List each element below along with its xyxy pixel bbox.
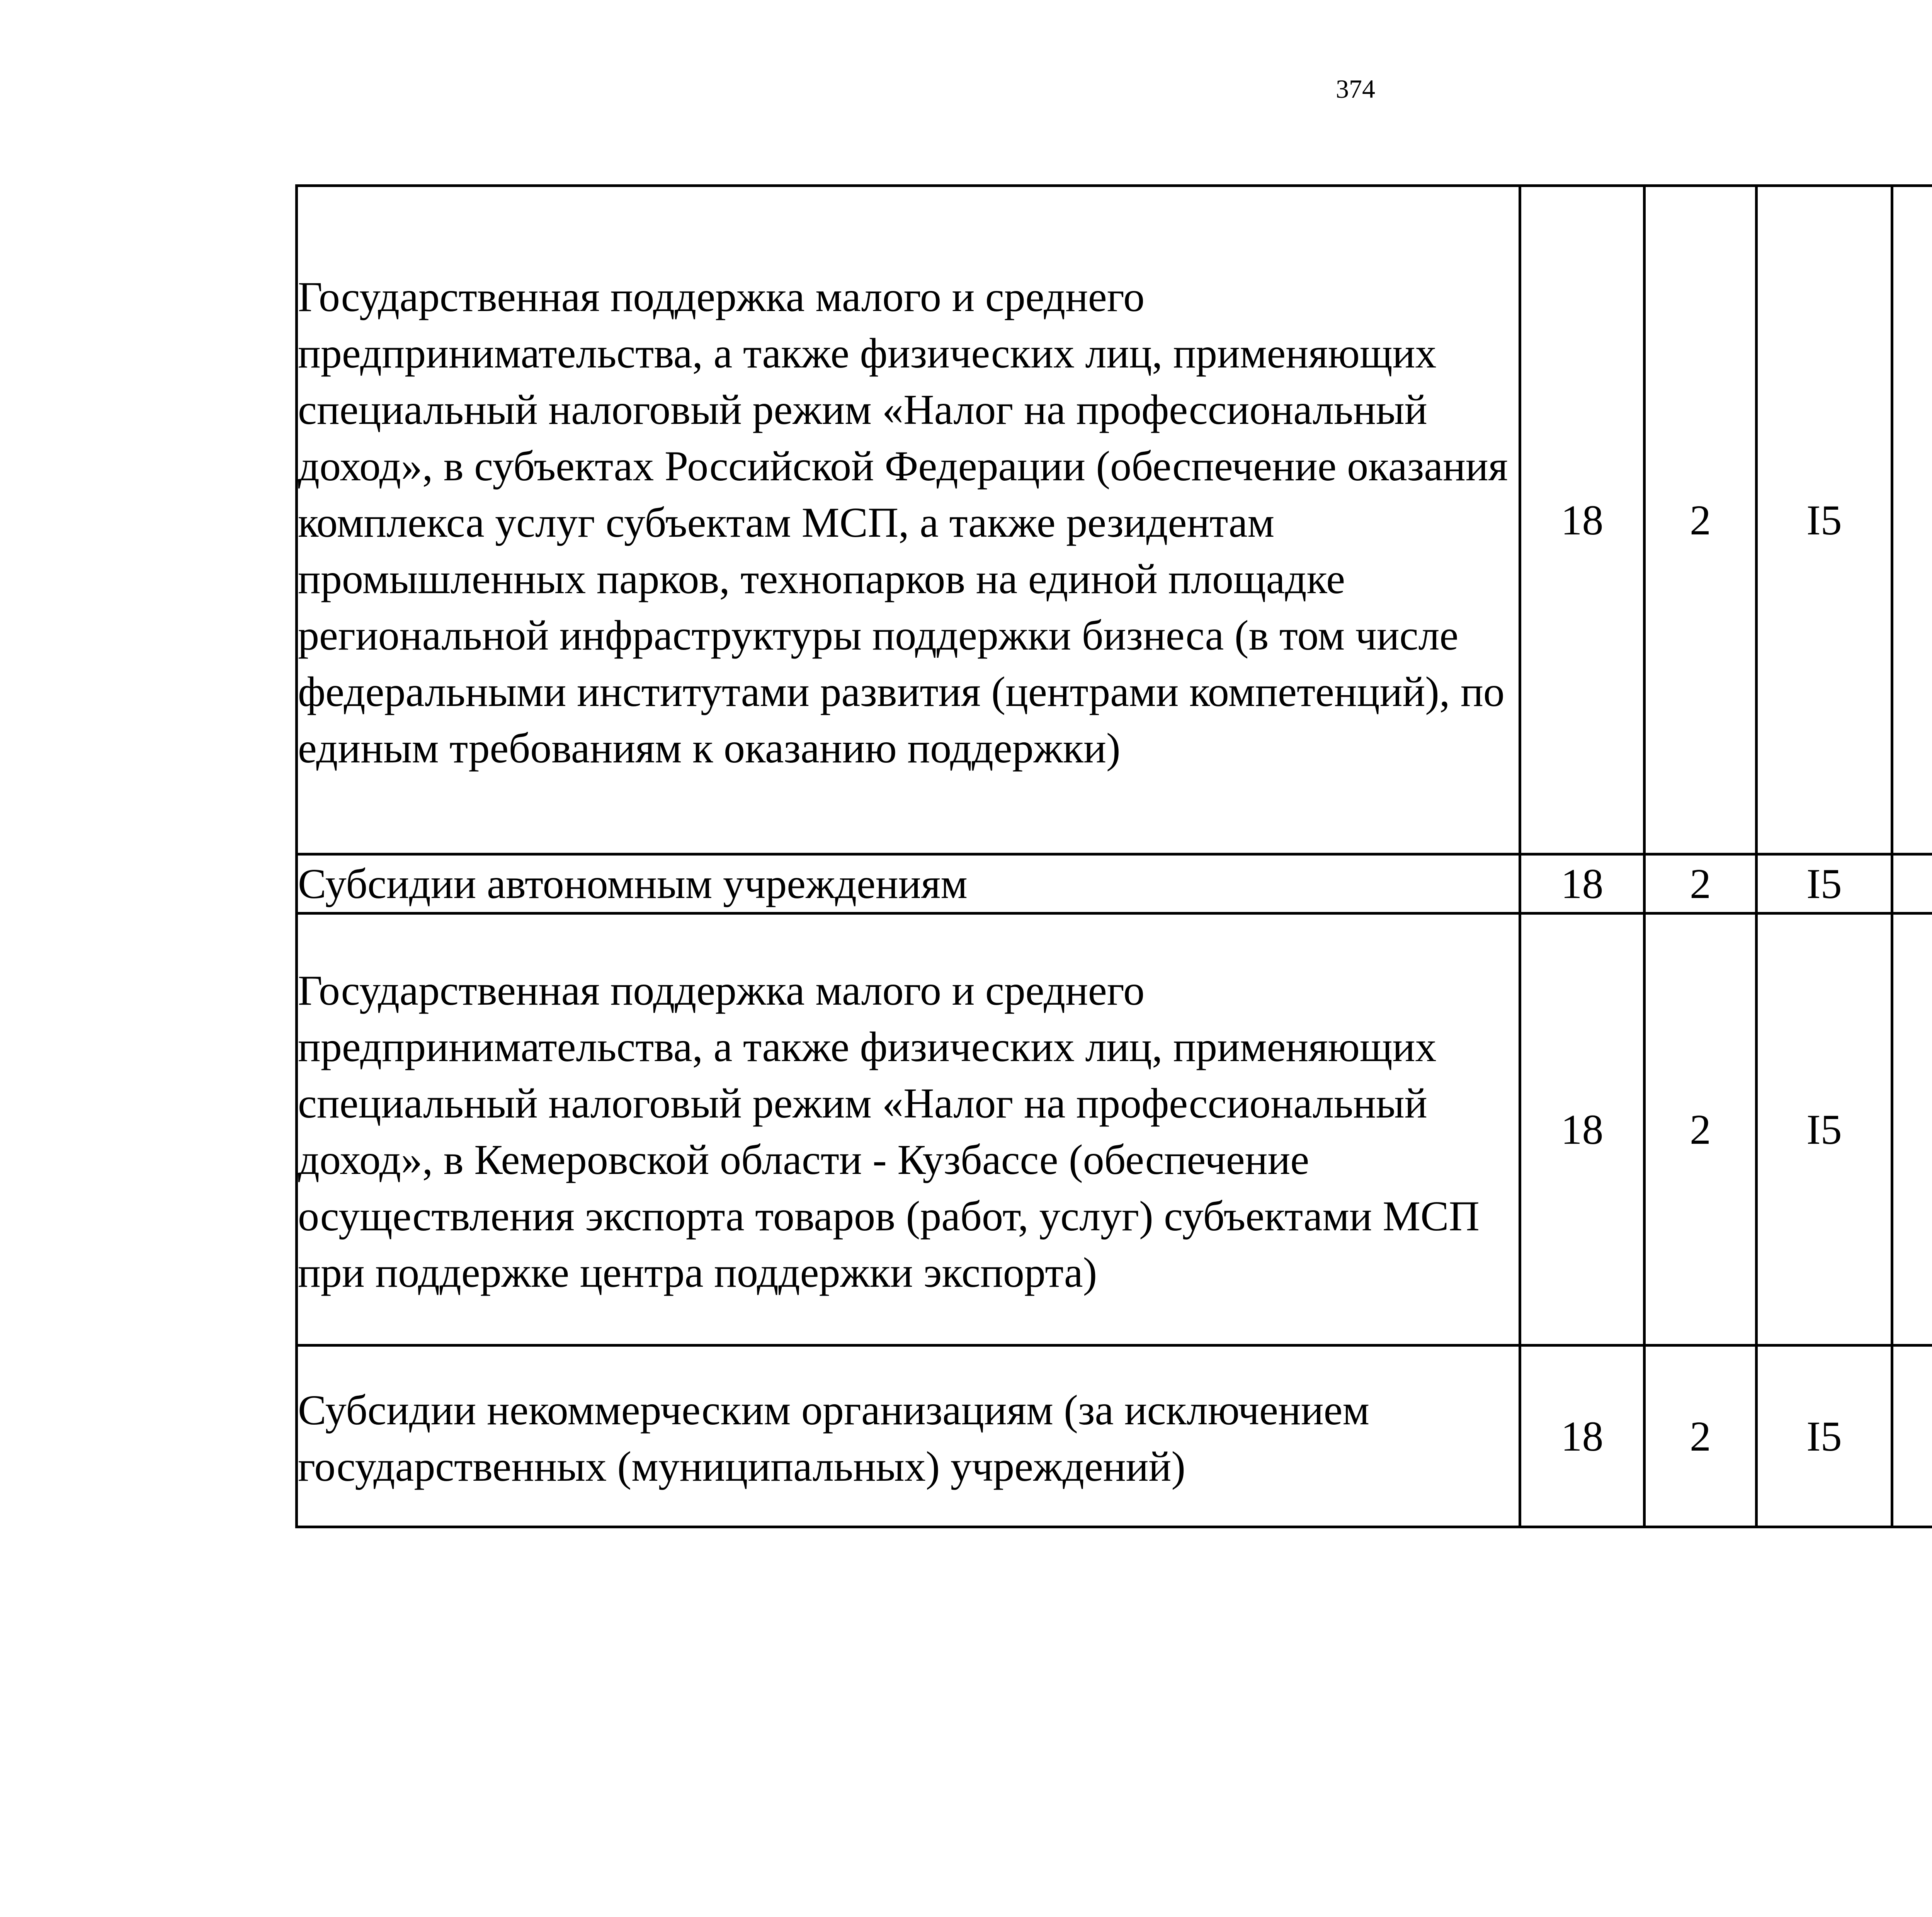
code-cell-4	[1892, 1345, 1932, 1527]
budget-table	[295, 184, 1932, 1528]
code-cell-3: I5	[1757, 1345, 1892, 1527]
code-cell-2: 2	[1645, 1345, 1757, 1527]
code-cell-4	[1892, 186, 1932, 854]
code-cell-2: 2	[1645, 913, 1757, 1345]
code-cell-1: 18	[1520, 1345, 1645, 1527]
code-cell-3: I5	[1757, 854, 1892, 913]
code-cell-3: I5	[1757, 913, 1892, 1345]
row-name: Государственная поддержка малого и среднего предпринимательства, а также физических лиц, применяющих специальный налоговый режим «Налог на профессиональный доход», в субъектах Российской Федерации (обеспечение оказания комплекса услуг субъектам МСП, а также резидентам промышленных парков, технопарков на единой площадке региональной инфраструктуры поддержки бизнеса (в том числе федеральными институтами развития (центрами компетенций), по единым требованиям к оказанию поддержки)	[297, 186, 1520, 854]
code-cell-3: I5	[1757, 186, 1892, 854]
row-name: Субсидии автономным учреждениям	[297, 854, 1520, 913]
table-row	[297, 913, 1932, 1345]
code-cell-2: 2	[1645, 186, 1757, 854]
code-cell-1: 18	[1520, 854, 1645, 913]
row-name: Субсидии некоммерческим организациям (за исключением государственных (муниципальных) учреждений)	[297, 1345, 1520, 1527]
code-cell-4	[1892, 854, 1932, 913]
row-name: Государственная поддержка малого и среднего предпринимательства, а также физических лиц, применяющих специальный налоговый режим «Налог на профессиональный доход», в Кемеровской области - Кузбассе (обеспечение осуществления экспорта товаров (работ, услуг) субъектами МСП при поддержке центра поддержки экспорта)	[297, 913, 1520, 1345]
code-cell-1: 18	[1520, 913, 1645, 1345]
table-row	[297, 1345, 1932, 1527]
code-cell-1: 18	[1520, 186, 1645, 854]
page-number: 374	[1336, 74, 1375, 104]
code-cell-4	[1892, 913, 1932, 1345]
table-row	[297, 854, 1932, 913]
code-cell-2: 2	[1645, 854, 1757, 913]
table-row	[297, 186, 1932, 854]
